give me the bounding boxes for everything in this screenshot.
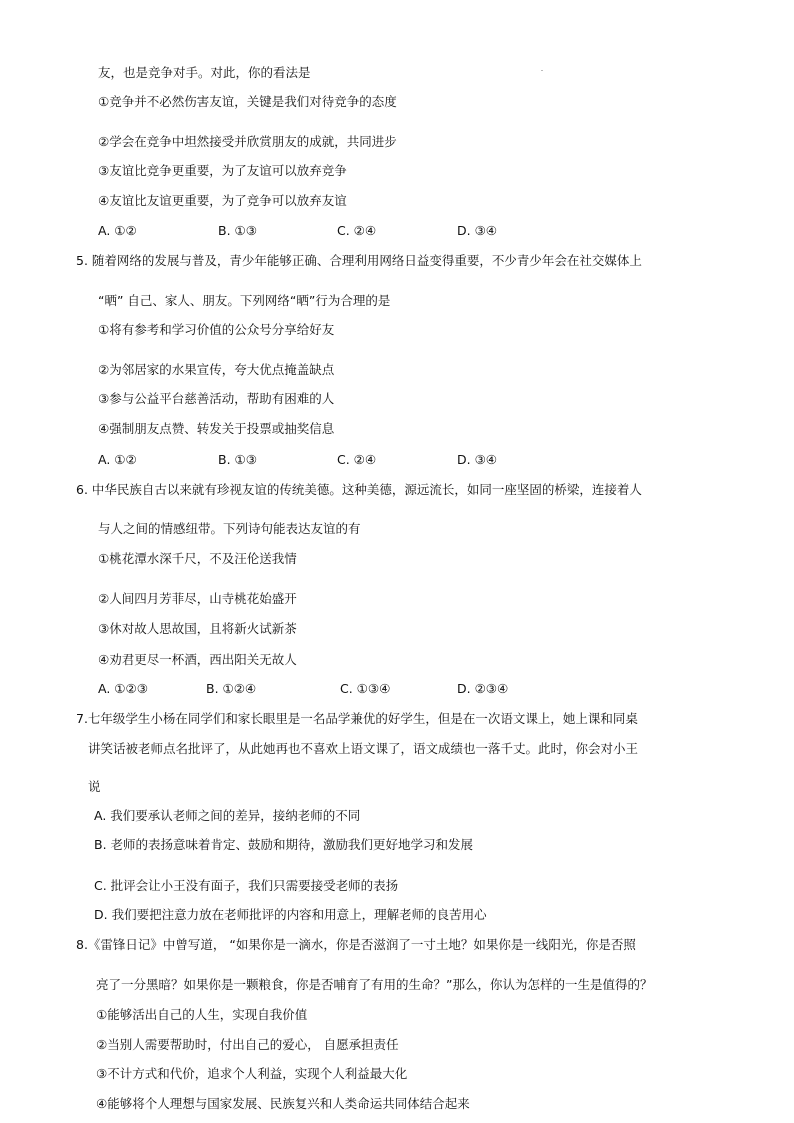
q8-stem-line-2: 亮了一分黑暗？如果你是一颗粮食，你是否哺育了有用的生命？”那么，你认为怎样的一生是值得的？: [96, 977, 653, 992]
q5-option-c: C. ②④: [337, 452, 377, 467]
q6-item-4: ④劝君更尽一杯酒，西出阳关无故人: [98, 652, 297, 667]
q7-choice-b: B. 老师的表扬意味着肯定、鼓励和期待，激励我们更好地学习和发展: [94, 837, 474, 852]
q6-option-b: B. ①②④: [206, 681, 257, 696]
q6-option-d: D. ②③④: [457, 681, 509, 696]
q6-item-2: ②人间四月芳菲尽，山寺桃花始盛开: [98, 591, 297, 606]
q4-option-c: C. ②④: [337, 223, 377, 238]
q8-item-1: ①能够活出自己的人生，实现自我价值: [96, 1007, 308, 1022]
q4-item-3: ③友谊比竞争更重要，为了友谊可以放弃竞争: [98, 163, 347, 178]
q4-item-1: ①竞争并不必然伤害友谊，关键是我们对待竞争的态度: [98, 94, 397, 109]
q5-stem-line-2: “晒” 自己、家人、朋友。下列网络“晒”行为合理的是: [98, 293, 391, 308]
q5-option-b: B. ①③: [218, 452, 257, 467]
q7-stem-line-1: 7.七年级学生小杨在同学们和家长眼里是一名品学兼优的好学生，但是在一次语文课上，她上课和同桌: [76, 711, 638, 726]
q8-stem-line-1: 8.《雷锋日记》中曾写道， “如果你是一滴水，你是否滋润了一寸土地？如果你是一线阳光，你是否照: [76, 937, 636, 952]
q5-item-1: ①将有参考和学习价值的公众号分享给好友: [98, 322, 335, 337]
q6-option-c: C. ①③④: [340, 681, 391, 696]
q8-item-2: ②当别人需要帮助时，付出自己的爱心， 自愿承担责任: [96, 1037, 399, 1052]
scan-speck: [541, 70, 543, 71]
q7-stem-line-3: 说: [88, 779, 101, 794]
q8-item-4: ④能够将个人理想与国家发展、民族复兴和人类命运共同体结合起来: [96, 1096, 470, 1111]
q5-item-2: ②为邻居家的水果宣传，夸大优点掩盖缺点: [98, 362, 335, 377]
q5-option-d: D. ③④: [457, 452, 497, 467]
q5-option-a: A. ①②: [98, 452, 137, 467]
q6-stem-line-1: 6. 中华民族自古以来就有珍视友谊的传统美德。这种美德，源远流长，如同一座坚固的桥梁，连接着人: [76, 482, 642, 497]
q4-option-a: A. ①②: [98, 223, 137, 238]
q4-option-d: D. ③④: [457, 223, 497, 238]
q4-item-2: ②学会在竞争中坦然接受并欣赏朋友的成就，共同进步: [98, 134, 397, 149]
q7-choice-d: D. 我们要把注意力放在老师批评的内容和用意上，理解老师的良苦用心: [94, 907, 487, 922]
q4-option-b: B. ①③: [218, 223, 257, 238]
q7-choice-a: A. 我们要承认老师之间的差异，接纳老师的不同: [94, 808, 361, 823]
q8-item-3: ③不计方式和代价，追求个人利益，实现个人利益最大化: [96, 1066, 408, 1081]
q5-stem-line-1: 5. 随着网络的发展与普及，青少年能够正确、合理利用网络日益变得重要，不少青少年会在社交媒体上: [76, 253, 642, 268]
q6-item-1: ①桃花潭水深千尺，不及汪伦送我情: [98, 551, 297, 566]
q6-option-a: A. ①②③: [98, 681, 148, 696]
q5-item-4: ④强制朋友点赞、转发关于投票或抽奖信息: [98, 421, 335, 436]
q6-stem-line-2: 与人之间的情感纽带。下列诗句能表达友谊的有: [98, 521, 361, 536]
q7-stem-line-2: 讲笑话被老师点名批评了，从此她再也不喜欢上语文课了，语文成绩也一落千丈。此时，你会对小王: [88, 741, 639, 756]
q7-choice-c: C. 批评会让小王没有面子，我们只需要接受老师的表扬: [94, 878, 399, 893]
q4-item-4: ④友谊比友谊更重要，为了竞争可以放弃友谊: [98, 193, 347, 208]
q6-item-3: ③休对故人思故国，且将新火试新茶: [98, 621, 297, 636]
q5-item-3: ③参与公益平台慈善活动，帮助有困难的人: [98, 391, 335, 406]
q4-stem-tail: 友，也是竞争对手。对此，你的看法是: [98, 65, 311, 80]
